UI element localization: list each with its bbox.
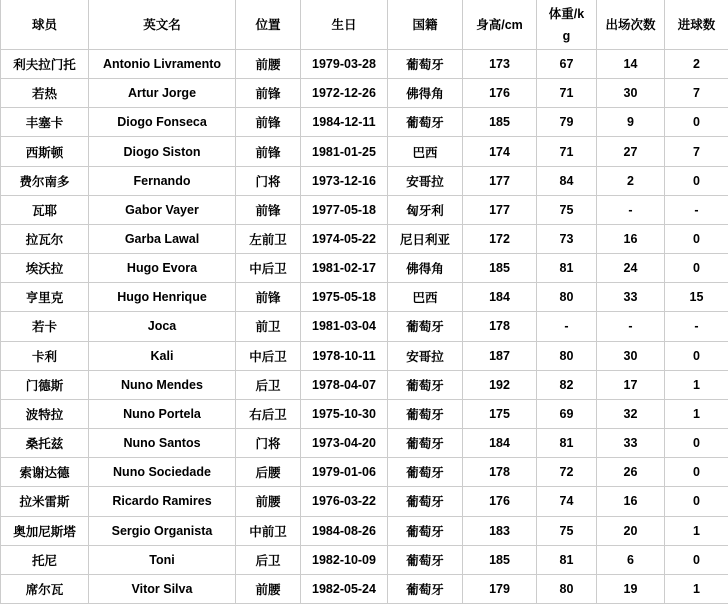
column-header: 生日 <box>301 0 388 50</box>
table-cell: 0 <box>665 487 728 516</box>
table-cell: 67 <box>537 50 597 79</box>
table-cell: 174 <box>463 137 537 166</box>
table-cell: 西斯顿 <box>1 137 89 166</box>
table-cell: 32 <box>597 399 665 428</box>
header-row <box>1 0 728 50</box>
table-cell: 托尼 <box>1 545 89 574</box>
table-row <box>1 195 728 224</box>
table-row <box>1 79 728 108</box>
table-cell: - <box>537 312 597 341</box>
table-cell: 75 <box>537 195 597 224</box>
table-cell: - <box>665 312 728 341</box>
table-cell: 81 <box>537 545 597 574</box>
table-row <box>1 341 728 370</box>
table-cell: Kali <box>89 341 236 370</box>
table-cell: 185 <box>463 545 537 574</box>
table-cell: 0 <box>665 429 728 458</box>
table-cell: 177 <box>463 166 537 195</box>
table-cell: 184 <box>463 429 537 458</box>
table-cell: 178 <box>463 312 537 341</box>
table-body <box>1 50 728 604</box>
table-cell: 185 <box>463 254 537 283</box>
table-cell: 索谢达德 <box>1 458 89 487</box>
table-cell: 前腰 <box>236 487 301 516</box>
table-cell: 桑托兹 <box>1 429 89 458</box>
table-cell: 瓦耶 <box>1 195 89 224</box>
table-cell: 82 <box>537 370 597 399</box>
table-cell: 前锋 <box>236 108 301 137</box>
table-cell: 0 <box>665 458 728 487</box>
table-cell: 0 <box>665 224 728 253</box>
table-cell: 81 <box>537 429 597 458</box>
table-cell: - <box>597 312 665 341</box>
table-cell: Diogo Fonseca <box>89 108 236 137</box>
table-cell: 80 <box>537 574 597 603</box>
table-cell: Antonio Livramento <box>89 50 236 79</box>
table-cell: 1979-01-06 <box>301 458 388 487</box>
table-row <box>1 429 728 458</box>
column-header: 体重/kg <box>537 0 597 50</box>
table-cell: 33 <box>597 429 665 458</box>
table-row <box>1 516 728 545</box>
table-cell: 拉米雷斯 <box>1 487 89 516</box>
table-row <box>1 166 728 195</box>
table-cell: 1982-05-24 <box>301 574 388 603</box>
table-cell: 匈牙利 <box>388 195 463 224</box>
table-cell: 安哥拉 <box>388 341 463 370</box>
table-cell: 埃沃拉 <box>1 254 89 283</box>
table-cell: 79 <box>537 108 597 137</box>
table-cell: 177 <box>463 195 537 224</box>
table-cell: 1979-03-28 <box>301 50 388 79</box>
table-cell: 1975-05-18 <box>301 283 388 312</box>
table-cell: 1982-10-09 <box>301 545 388 574</box>
table-cell: 69 <box>537 399 597 428</box>
table-cell: 19 <box>597 574 665 603</box>
table-cell: 前锋 <box>236 195 301 224</box>
table-cell: 185 <box>463 108 537 137</box>
table-cell: 72 <box>537 458 597 487</box>
table-cell: 178 <box>463 458 537 487</box>
table-cell: 波特拉 <box>1 399 89 428</box>
table-cell: 33 <box>597 283 665 312</box>
table-cell: 若卡 <box>1 312 89 341</box>
table-cell: 1 <box>665 574 728 603</box>
table-cell: 1 <box>665 516 728 545</box>
table-cell: 7 <box>665 137 728 166</box>
table-cell: Garba Lawal <box>89 224 236 253</box>
table-cell: 席尔瓦 <box>1 574 89 603</box>
table-cell: Hugo Henrique <box>89 283 236 312</box>
table-cell: 中后卫 <box>236 254 301 283</box>
table-head <box>1 0 728 50</box>
table-cell: Joca <box>89 312 236 341</box>
table-cell: 费尔南多 <box>1 166 89 195</box>
table-cell: 亨里克 <box>1 283 89 312</box>
table-cell: 175 <box>463 399 537 428</box>
table-row <box>1 545 728 574</box>
table-cell: 葡萄牙 <box>388 399 463 428</box>
table-cell: 佛得角 <box>388 79 463 108</box>
table-row <box>1 370 728 399</box>
table-cell: 安哥拉 <box>388 166 463 195</box>
table-cell: Vitor Silva <box>89 574 236 603</box>
column-header: 国籍 <box>388 0 463 50</box>
table-cell: 172 <box>463 224 537 253</box>
table-cell: 葡萄牙 <box>388 487 463 516</box>
table-cell: 前锋 <box>236 283 301 312</box>
table-cell: 巴西 <box>388 283 463 312</box>
table-row <box>1 254 728 283</box>
table-cell: 9 <box>597 108 665 137</box>
table-cell: 中前卫 <box>236 516 301 545</box>
table-cell: 葡萄牙 <box>388 458 463 487</box>
table-row <box>1 312 728 341</box>
table-cell: Artur Jorge <box>89 79 236 108</box>
table-row <box>1 224 728 253</box>
table-row <box>1 50 728 79</box>
table-cell: 葡萄牙 <box>388 108 463 137</box>
table-cell: 73 <box>537 224 597 253</box>
table-cell: 佛得角 <box>388 254 463 283</box>
table-cell: 80 <box>537 341 597 370</box>
table-cell: 0 <box>665 166 728 195</box>
table-cell: Nuno Mendes <box>89 370 236 399</box>
table-cell: 0 <box>665 545 728 574</box>
table-cell: 1 <box>665 370 728 399</box>
table-cell: 176 <box>463 79 537 108</box>
table-cell: 16 <box>597 487 665 516</box>
table-cell: 尼日利亚 <box>388 224 463 253</box>
table-cell: 71 <box>537 79 597 108</box>
table-cell: 179 <box>463 574 537 603</box>
table-cell: 20 <box>597 516 665 545</box>
table-cell: 1981-02-17 <box>301 254 388 283</box>
table-cell: Gabor Vayer <box>89 195 236 224</box>
table-cell: 173 <box>463 50 537 79</box>
table-cell: 15 <box>665 283 728 312</box>
table-cell: 192 <box>463 370 537 399</box>
table-cell: 84 <box>537 166 597 195</box>
table-cell: 75 <box>537 516 597 545</box>
table-cell: 17 <box>597 370 665 399</box>
table-cell: 27 <box>597 137 665 166</box>
table-cell: Hugo Evora <box>89 254 236 283</box>
table-cell: 门德斯 <box>1 370 89 399</box>
column-header: 身高/cm <box>463 0 537 50</box>
table-cell: 前腰 <box>236 50 301 79</box>
table-cell: 前锋 <box>236 79 301 108</box>
table-row <box>1 399 728 428</box>
table-cell: 0 <box>665 108 728 137</box>
table-cell: 葡萄牙 <box>388 370 463 399</box>
table-cell: 187 <box>463 341 537 370</box>
column-header: 英文名 <box>89 0 236 50</box>
table-cell: 丰塞卡 <box>1 108 89 137</box>
table-cell: 1978-04-07 <box>301 370 388 399</box>
table-cell: 0 <box>665 341 728 370</box>
table-cell: 184 <box>463 283 537 312</box>
table-cell: 左前卫 <box>236 224 301 253</box>
table-cell: 6 <box>597 545 665 574</box>
table-row <box>1 574 728 603</box>
table-cell: 80 <box>537 283 597 312</box>
table-cell: 30 <box>597 341 665 370</box>
table-cell: 门将 <box>236 429 301 458</box>
table-cell: 30 <box>597 79 665 108</box>
table-cell: Nuno Sociedade <box>89 458 236 487</box>
table-cell: 1972-12-26 <box>301 79 388 108</box>
table-cell: 1978-10-11 <box>301 341 388 370</box>
table-cell: 1981-01-25 <box>301 137 388 166</box>
table-cell: 26 <box>597 458 665 487</box>
table-cell: Nuno Portela <box>89 399 236 428</box>
table-row <box>1 137 728 166</box>
table-row <box>1 108 728 137</box>
table-cell: 74 <box>537 487 597 516</box>
table-cell: 门将 <box>236 166 301 195</box>
table-cell: Nuno Santos <box>89 429 236 458</box>
table-cell: 葡萄牙 <box>388 429 463 458</box>
table-cell: 7 <box>665 79 728 108</box>
table-cell: 后腰 <box>236 458 301 487</box>
table-cell: 176 <box>463 487 537 516</box>
table-cell: 葡萄牙 <box>388 574 463 603</box>
table-cell: 1 <box>665 399 728 428</box>
table-cell: 71 <box>537 137 597 166</box>
table-cell: Ricardo Ramires <box>89 487 236 516</box>
table-cell: Toni <box>89 545 236 574</box>
table-cell: 中后卫 <box>236 341 301 370</box>
table-cell: 2 <box>665 50 728 79</box>
column-header: 位置 <box>236 0 301 50</box>
table-cell: 1977-05-18 <box>301 195 388 224</box>
table-cell: 奥加尼斯塔 <box>1 516 89 545</box>
table-cell: - <box>665 195 728 224</box>
table-cell: 16 <box>597 224 665 253</box>
table-cell: 1973-04-20 <box>301 429 388 458</box>
table-cell: 卡利 <box>1 341 89 370</box>
table-cell: 1974-05-22 <box>301 224 388 253</box>
table-cell: 葡萄牙 <box>388 312 463 341</box>
table-cell: 若热 <box>1 79 89 108</box>
table-cell: 0 <box>665 254 728 283</box>
table-cell: 前锋 <box>236 137 301 166</box>
table-cell: 14 <box>597 50 665 79</box>
table-cell: 后卫 <box>236 545 301 574</box>
table-cell: 葡萄牙 <box>388 50 463 79</box>
table-cell: Fernando <box>89 166 236 195</box>
table-cell: 2 <box>597 166 665 195</box>
table-cell: 前腰 <box>236 574 301 603</box>
table-cell: 后卫 <box>236 370 301 399</box>
table-cell: 24 <box>597 254 665 283</box>
table-cell: 1984-12-11 <box>301 108 388 137</box>
table-cell: Sergio Organista <box>89 516 236 545</box>
table-row <box>1 458 728 487</box>
column-header: 球员 <box>1 0 89 50</box>
table-cell: 葡萄牙 <box>388 516 463 545</box>
table-cell: - <box>597 195 665 224</box>
column-header: 进球数 <box>665 0 728 50</box>
table-cell: 81 <box>537 254 597 283</box>
table-cell: 1973-12-16 <box>301 166 388 195</box>
table-cell: 葡萄牙 <box>388 545 463 574</box>
table-cell: 1984-08-26 <box>301 516 388 545</box>
table-cell: 右后卫 <box>236 399 301 428</box>
table-row <box>1 487 728 516</box>
table-cell: 1976-03-22 <box>301 487 388 516</box>
table-row <box>1 283 728 312</box>
table-cell: 183 <box>463 516 537 545</box>
table-cell: 拉瓦尔 <box>1 224 89 253</box>
column-header: 出场次数 <box>597 0 665 50</box>
table-cell: 前卫 <box>236 312 301 341</box>
table-cell: Diogo Siston <box>89 137 236 166</box>
table-cell: 1975-10-30 <box>301 399 388 428</box>
table-cell: 1981-03-04 <box>301 312 388 341</box>
table-cell: 巴西 <box>388 137 463 166</box>
table-cell: 利夫拉门托 <box>1 50 89 79</box>
